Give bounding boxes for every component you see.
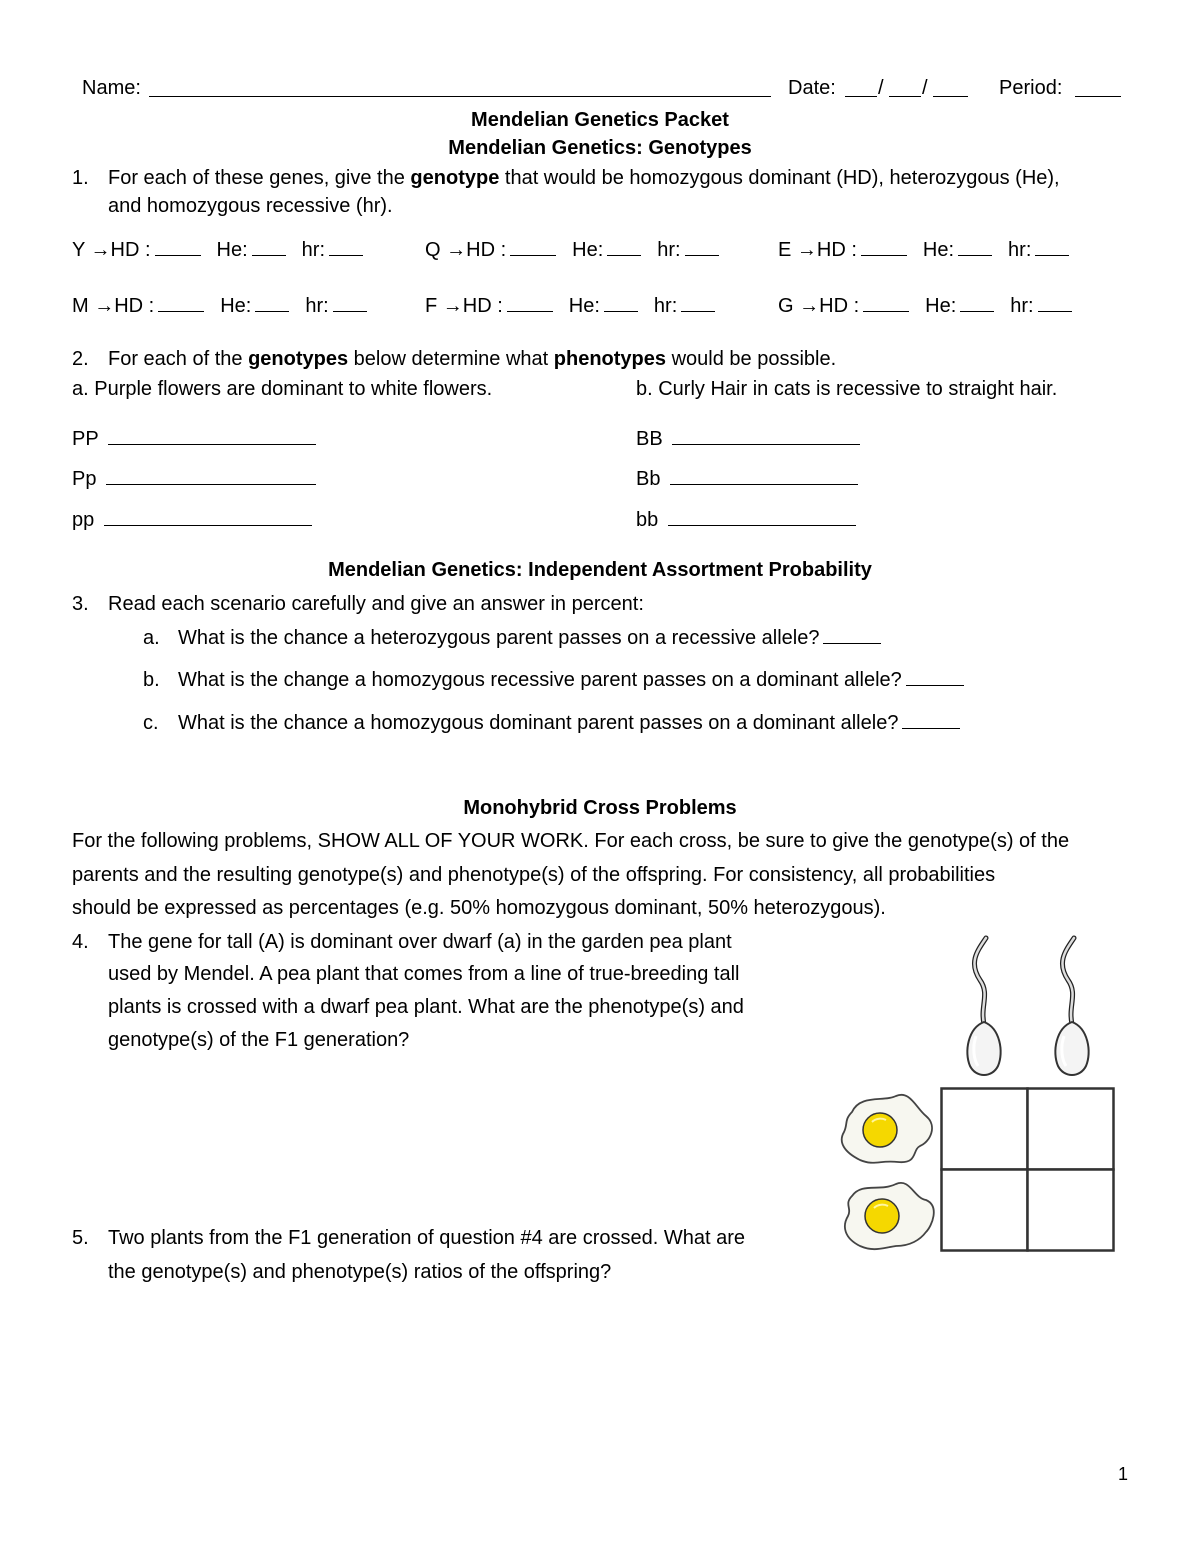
genotype-label: BB bbox=[636, 428, 663, 450]
he-label: He: bbox=[568, 295, 600, 317]
q3-intro: Read each scenario carefully and give an answer in percent: bbox=[108, 593, 644, 615]
q1-text-line2: and homozygous recessive (hr). bbox=[108, 195, 393, 217]
hd-answer-field[interactable] bbox=[863, 293, 909, 312]
hr-answer-field[interactable] bbox=[333, 293, 367, 312]
packet-title: Mendelian Genetics Packet bbox=[471, 109, 729, 131]
gene-row-e bbox=[778, 237, 1085, 262]
he-answer-field[interactable] bbox=[960, 293, 994, 312]
q4-number: 4. bbox=[72, 931, 89, 953]
hd-answer-field[interactable] bbox=[155, 237, 201, 256]
hd-answer-field[interactable] bbox=[510, 237, 556, 256]
hd-answer-field[interactable] bbox=[158, 293, 204, 312]
gene-letter: M → bbox=[72, 295, 115, 317]
he-answer-field[interactable] bbox=[607, 237, 641, 256]
mono-instructions-line3: should be expressed as percentages (e.g. 50% homozygous dominant, 50% heterozygous). bbox=[72, 897, 886, 919]
he-label: He: bbox=[925, 295, 957, 317]
q2a-text: a. Purple flowers are dominant to white flowers. bbox=[72, 378, 493, 400]
genotype-label: pp bbox=[72, 509, 95, 531]
he-label: He: bbox=[922, 239, 955, 261]
gene-row-q bbox=[425, 237, 735, 262]
hd-label: HD : bbox=[462, 295, 503, 317]
genotype-label: Pp bbox=[72, 468, 97, 490]
hd-label: HD : bbox=[819, 295, 860, 317]
q3b-letter: b. bbox=[143, 669, 160, 691]
q3b-text: What is the change a homozygous recessive parent passes on a dominant allele? bbox=[178, 669, 902, 691]
phenotype-answer-field[interactable] bbox=[672, 426, 860, 445]
q3c-text: What is the chance a homozygous dominant parent passes on a dominant allele? bbox=[178, 712, 899, 734]
he-label: He: bbox=[216, 239, 248, 261]
phenotype-answer-field[interactable] bbox=[106, 466, 316, 485]
q3a-answer-field[interactable] bbox=[823, 625, 881, 644]
genotype-label: Bb bbox=[636, 468, 661, 490]
punnett-square bbox=[940, 1087, 1116, 1253]
q2-number: 2. bbox=[72, 348, 89, 370]
q3c-letter: c. bbox=[143, 712, 159, 734]
sperm-icon bbox=[958, 932, 1008, 1078]
egg-icon bbox=[840, 1176, 940, 1254]
hd-label: HD : bbox=[110, 239, 151, 261]
q3a-letter: a. bbox=[143, 627, 160, 649]
he-answer-field[interactable] bbox=[604, 293, 638, 312]
gene-row-y bbox=[72, 237, 379, 262]
page-number: 1 bbox=[1118, 1464, 1129, 1484]
q4-line1: The gene for tall (A) is dominant over dwarf (a) in the garden pea plant bbox=[108, 931, 732, 953]
period-field[interactable] bbox=[1075, 76, 1121, 97]
q1-number: 1. bbox=[72, 167, 89, 189]
hr-label: hr: bbox=[301, 239, 326, 261]
q2b-text: b. Curly Hair in cats is recessive to straight hair. bbox=[636, 378, 1058, 400]
q4-line4: genotype(s) of the F1 generation? bbox=[108, 1029, 410, 1051]
section-title-genotypes: Mendelian Genetics: Genotypes bbox=[448, 137, 752, 159]
gene-letter: Q → bbox=[425, 239, 467, 261]
section-title-independent: Mendelian Genetics: Independent Assortment Probability bbox=[328, 559, 872, 581]
hr-label: hr: bbox=[1008, 239, 1032, 261]
hr-answer-field[interactable] bbox=[681, 293, 715, 312]
gene-letter: E → bbox=[778, 239, 817, 261]
hd-label: HD : bbox=[816, 239, 857, 261]
name-field[interactable] bbox=[149, 76, 771, 97]
mono-instructions-line1: For the following problems, SHOW ALL OF YOUR WORK. For each cross, be sure to give the genotype(s) of the bbox=[72, 830, 1070, 852]
hr-label: hr: bbox=[657, 239, 681, 261]
q3-number: 3. bbox=[72, 593, 89, 615]
date-label: Date: bbox=[788, 77, 836, 99]
punnett-cell[interactable] bbox=[1028, 1170, 1114, 1251]
gene-row-g bbox=[778, 293, 1088, 318]
genotype-row-pp-upper bbox=[72, 426, 316, 451]
q3c-answer-field[interactable] bbox=[902, 710, 960, 729]
phenotype-answer-field[interactable] bbox=[108, 426, 316, 445]
q3b-answer-field[interactable] bbox=[906, 667, 964, 686]
gene-row-m bbox=[72, 293, 383, 318]
section-title-monohybrid: Monohybrid Cross Problems bbox=[463, 797, 737, 819]
hr-label: hr: bbox=[305, 295, 329, 317]
he-answer-field[interactable] bbox=[255, 293, 289, 312]
he-label: He: bbox=[220, 295, 252, 317]
hr-answer-field[interactable] bbox=[685, 237, 719, 256]
punnett-cell[interactable] bbox=[1028, 1089, 1114, 1170]
phenotype-answer-field[interactable] bbox=[668, 507, 856, 526]
genotype-label: bb bbox=[636, 509, 659, 531]
name-label: Name: bbox=[82, 77, 141, 99]
q3a-text: What is the chance a heterozygous parent passes on a recessive allele? bbox=[178, 627, 820, 649]
q5-line2: the genotype(s) and phenotype(s) ratios of the offspring? bbox=[108, 1261, 612, 1283]
sperm-icon bbox=[1046, 932, 1096, 1078]
date-separator: / bbox=[922, 77, 928, 99]
date-day-field[interactable] bbox=[889, 76, 921, 97]
gene-letter: F → bbox=[425, 295, 463, 317]
hr-answer-field[interactable] bbox=[1035, 237, 1069, 256]
date-separator: / bbox=[878, 77, 884, 99]
q3a-item bbox=[143, 625, 881, 650]
gene-row-f bbox=[425, 293, 731, 318]
hd-answer-field[interactable] bbox=[507, 293, 553, 312]
date-month-field[interactable] bbox=[845, 76, 877, 97]
hr-label: hr: bbox=[653, 295, 678, 317]
q3c-item bbox=[143, 710, 960, 735]
hr-answer-field[interactable] bbox=[329, 237, 363, 256]
punnett-cell[interactable] bbox=[942, 1089, 1028, 1170]
genotype-row-bb-upper bbox=[636, 426, 860, 451]
hr-label: hr: bbox=[1010, 295, 1034, 317]
punnett-cell[interactable] bbox=[942, 1170, 1028, 1251]
q2-text: For each of the genotypes below determine what phenotypes would be possible. bbox=[108, 348, 837, 370]
he-answer-field[interactable] bbox=[252, 237, 286, 256]
mono-instructions-line2: parents and the resulting genotype(s) and phenotype(s) of the offspring. For consistency, all probabilities bbox=[72, 864, 996, 886]
genotype-row-pp-mixed bbox=[72, 466, 316, 491]
genotype-label: PP bbox=[72, 428, 99, 450]
q4-line2: used by Mendel. A pea plant that comes from a line of true-breeding tall bbox=[108, 963, 740, 985]
genotype-row-bb-mixed bbox=[636, 466, 858, 491]
genotype-row-pp-lower bbox=[72, 507, 312, 532]
q1-text: For each of these genes, give the genotype that would be homozygous dominant (HD), heterozygous (He), bbox=[108, 167, 1060, 189]
hr-answer-field[interactable] bbox=[1038, 293, 1072, 312]
date-year-field[interactable] bbox=[933, 76, 968, 97]
he-label: He: bbox=[572, 239, 604, 261]
hd-answer-field[interactable] bbox=[861, 237, 907, 256]
q5-line1: Two plants from the F1 generation of question #4 are crossed. What are bbox=[108, 1227, 746, 1249]
period-label: Period: bbox=[999, 77, 1063, 99]
phenotype-answer-field[interactable] bbox=[104, 507, 312, 526]
he-answer-field[interactable] bbox=[958, 237, 992, 256]
q3b-item bbox=[143, 667, 964, 692]
egg-icon bbox=[838, 1090, 938, 1168]
hd-label: HD : bbox=[466, 239, 507, 261]
gene-letter: Y → bbox=[72, 239, 111, 261]
genotype-row-bb-lower bbox=[636, 507, 856, 532]
hd-label: HD : bbox=[114, 295, 155, 317]
phenotype-answer-field[interactable] bbox=[670, 466, 858, 485]
q4-line3: plants is crossed with a dwarf pea plant. What are the phenotype(s) and bbox=[108, 996, 744, 1018]
gene-letter: G → bbox=[778, 295, 820, 317]
q5-number: 5. bbox=[72, 1227, 89, 1249]
